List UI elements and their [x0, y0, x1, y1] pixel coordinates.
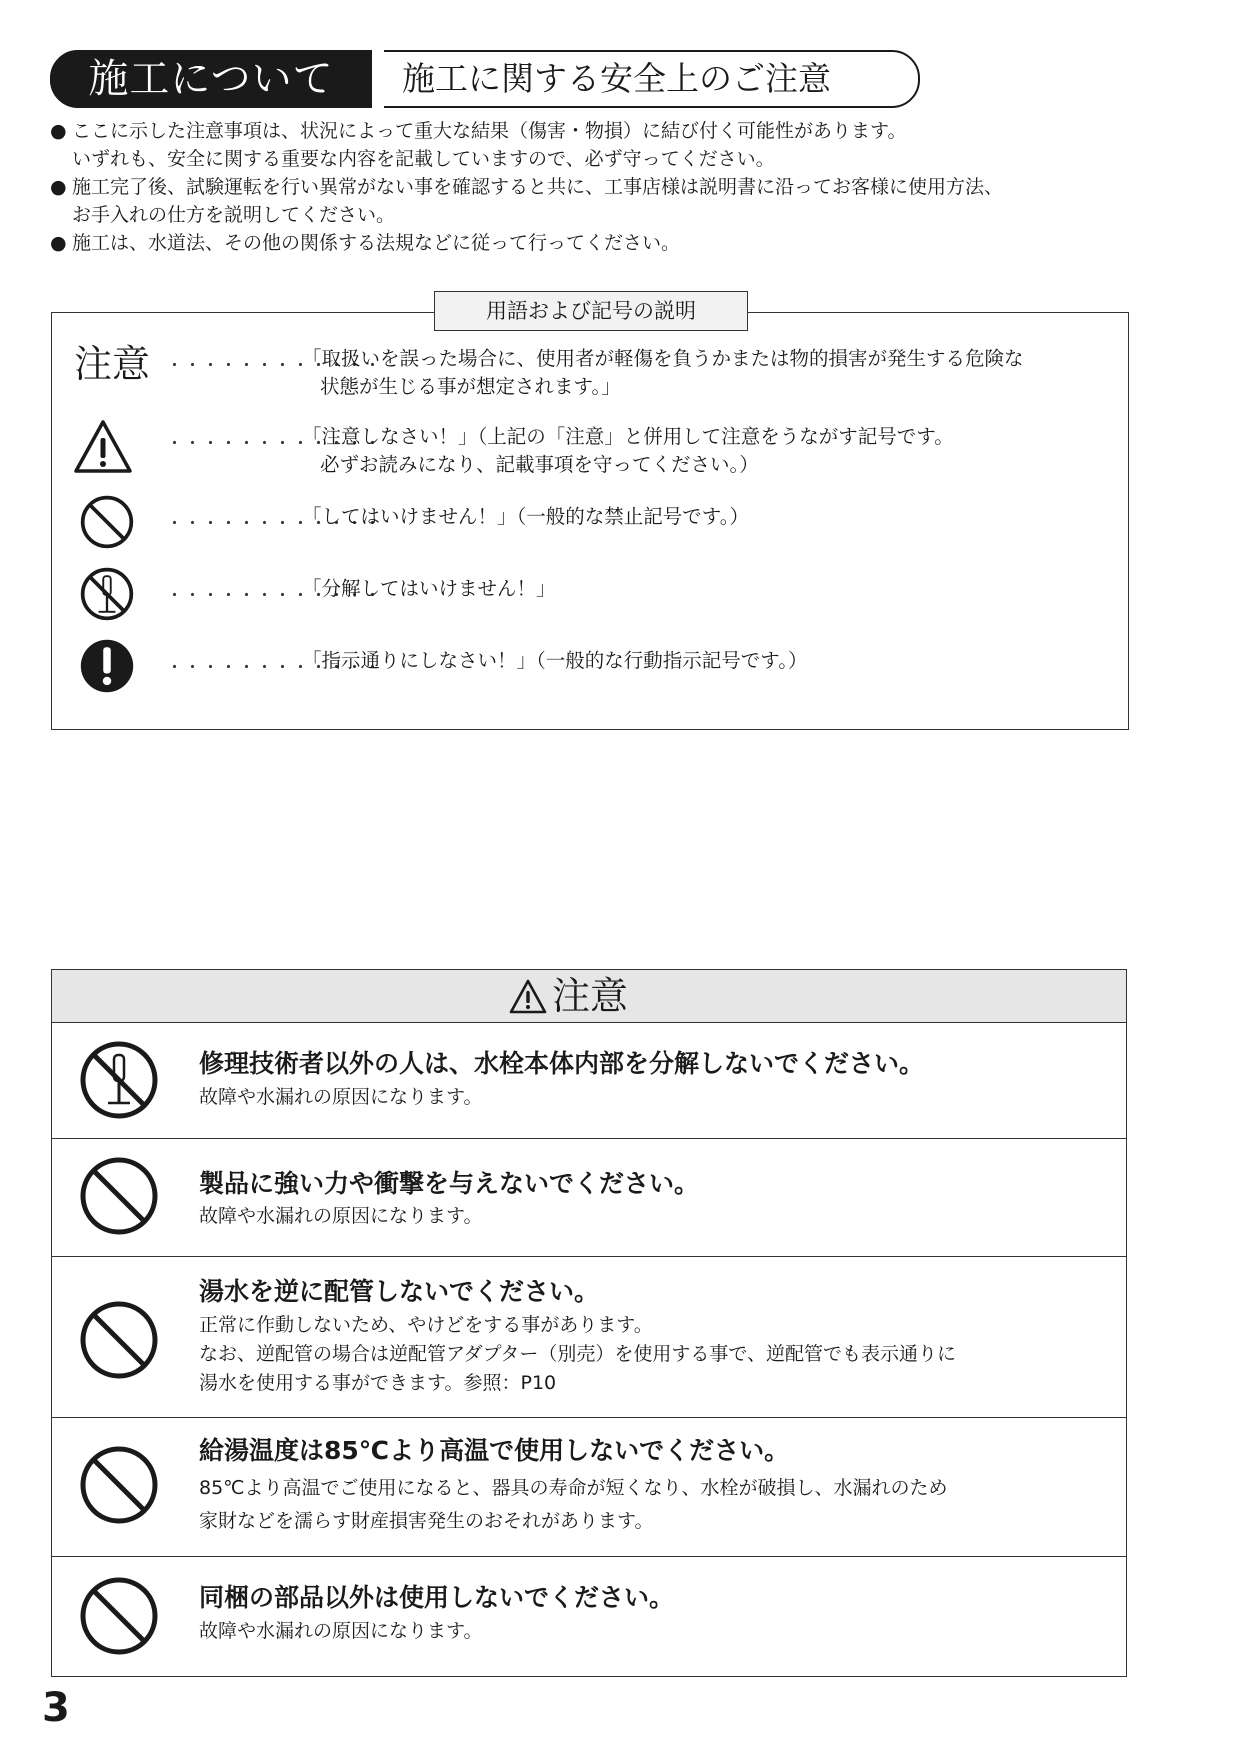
legend-text [302, 503, 749, 531]
legend-line: 状態が生じる事が想定されます。」 [320, 375, 621, 398]
caution-description [199, 1202, 482, 1231]
caution-title: 給湯温度は85℃より高温で使用しないでください。 [199, 1436, 790, 1465]
no-disassembly-icon [78, 565, 136, 623]
leader-dots: ・・・・・・・・・・・・ [166, 434, 382, 454]
header-separator [372, 50, 384, 108]
leader-dots: ・・・・・・・・・・・・ [166, 356, 382, 376]
symbol-legend [51, 299, 1129, 730]
caution-line: 85℃より高温でご使用になると、器具の寿命が短くなり、水栓が破損し、水漏れのため [199, 1477, 948, 1499]
page-number: 3 [42, 1685, 70, 1731]
intro-line: 施工完了後、試験運転を行い異常がない事を確認すると共に、工事店様は説明書に沿ってお客様に使用方法、 [72, 176, 1004, 198]
prohibition-icon [78, 493, 136, 551]
legend-text [302, 575, 556, 603]
legend-line: 「取扱いを誤った場合に、使用者が軽傷を負うかまたは物的損害が発生する危険な [302, 347, 1024, 370]
intro-line: 施工は、水道法、その他の関係する法規などに従って行ってください。 [72, 232, 681, 254]
prohibition-icon [78, 1575, 160, 1657]
caution-line: 故障や水漏れの原因になります。 [199, 1620, 483, 1642]
legend-line: 必ずお読みになり、記載事項を守ってください。） [320, 453, 759, 476]
caution-description [199, 1311, 956, 1398]
mandatory-action-icon [78, 637, 136, 695]
legend-text [302, 423, 954, 479]
caution-item [52, 1418, 1126, 1557]
leader-dots: ・・・・・・・・・・・・ [166, 586, 382, 606]
legend-text [302, 345, 1024, 401]
bullet-icon: ● [50, 120, 67, 142]
bullet-icon: ● [50, 176, 67, 198]
caution-line: 家財などを濡らす財産損害発生のおそれがあります。 [199, 1510, 654, 1532]
section-title: 施工について [50, 50, 372, 108]
intro-item [50, 117, 1170, 173]
warning-triangle-icon [72, 417, 134, 479]
caution-heading-bar [52, 970, 1126, 1023]
prohibition-icon [78, 1155, 160, 1237]
caution-description [199, 1617, 482, 1646]
caution-item [52, 1257, 1126, 1418]
caution-heading: 注意 [552, 974, 629, 1018]
caution-title: 製品に強い力や衝撃を与えないでください。 [199, 1169, 700, 1198]
caution-title: 修理技術者以外の人は、水栓本体内部を分解しないでください。 [199, 1049, 925, 1078]
leader-dots: ・・・・・・・・・・・・ [166, 514, 382, 534]
section-header [50, 50, 918, 106]
intro-item [50, 229, 1170, 257]
caution-item [52, 1557, 1126, 1675]
legend-title: 用語および記号の説明 [434, 291, 748, 331]
legend-line: 「分解してはいけません！」 [302, 577, 556, 600]
legend-line: 「指示通りにしなさい！」（一般的な行動指示記号です。） [302, 649, 808, 672]
caution-item [52, 1139, 1126, 1257]
caution-line: 湯水を使用する事ができます。参照：P10 [199, 1372, 557, 1394]
caution-line: 故障や水漏れの原因になります。 [199, 1205, 483, 1227]
intro-line: お手入れの仕方を説明してください。 [72, 204, 396, 226]
prohibition-icon [78, 1299, 160, 1381]
caution-line: 故障や水漏れの原因になります。 [199, 1086, 483, 1108]
leader-dots: ・・・・・・・・・・・・ [166, 658, 382, 678]
intro-line: いずれも、安全に関する重要な内容を記載していますので、必ず守ってください。 [72, 148, 775, 170]
intro-line: ここに示した注意事項は、状況によって重大な結果（傷害・物損）に結び付く可能性があります。 [72, 120, 907, 142]
caution-word: 注意 [74, 342, 151, 386]
caution-line: 正常に作動しないため、やけどをする事があります。 [199, 1314, 653, 1336]
legend-text [302, 647, 807, 675]
caution-line: なお、逆配管の場合は逆配管アダプター（別売）を使用する事で、逆配管でも表示通りに [199, 1343, 956, 1365]
section-subtitle: 施工に関する安全上のご注意 [402, 59, 831, 98]
caution-description [199, 1083, 482, 1112]
bullet-icon: ● [50, 232, 67, 254]
legend-line: 「注意しなさい！」（上記の「注意」と併用して注意をうながす記号です。 [302, 425, 954, 448]
prohibition-icon [78, 1444, 160, 1526]
caution-item [52, 1023, 1126, 1139]
caution-description [199, 1472, 948, 1538]
caution-table [51, 969, 1127, 1677]
warning-triangle-icon [508, 978, 548, 1016]
no-disassembly-icon [78, 1039, 160, 1121]
intro-notes [50, 117, 1170, 257]
caution-title: 湯水を逆に配管しないでください。 [199, 1277, 600, 1306]
intro-item [50, 173, 1170, 229]
legend-line: 「してはいけません！」（一般的な禁止記号です。） [302, 505, 749, 528]
caution-title: 同梱の部品以外は使用しないでください。 [199, 1583, 675, 1612]
